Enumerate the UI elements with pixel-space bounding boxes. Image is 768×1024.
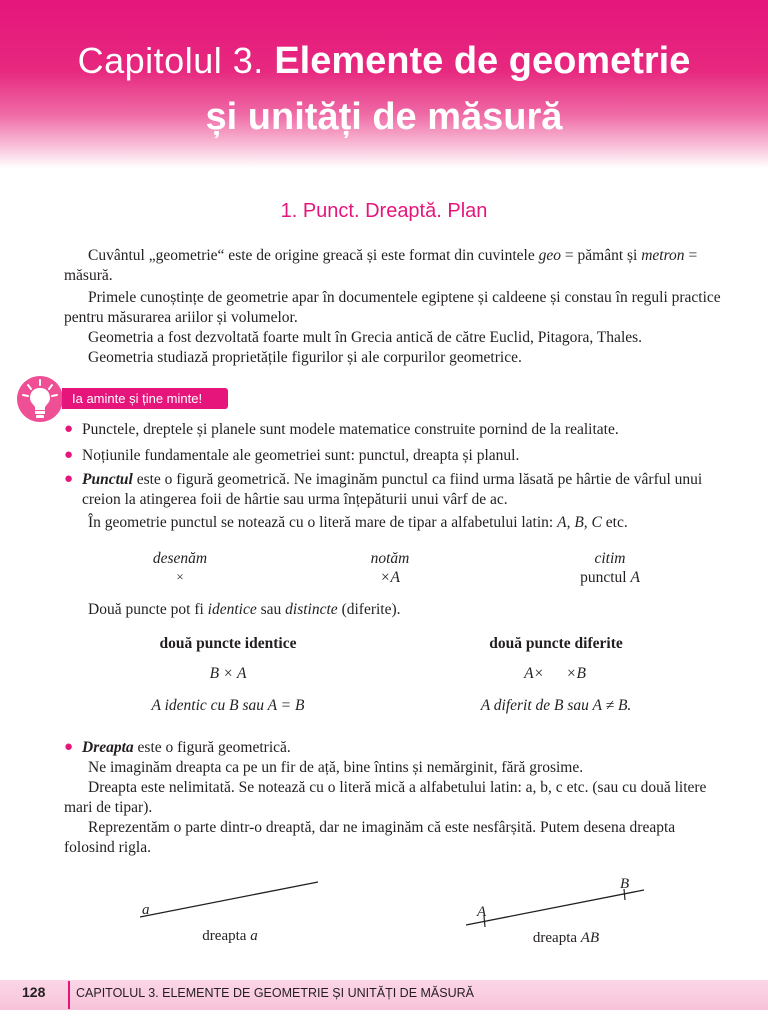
bullet-item-3: ● Punctul este o figură geometrică. Ne imaginăm punctul ca fiind urma lăsată pe hârtie de vârful unui creion la atingerea foii de hârtie sau urma înțepăturii unui vârf de ac. [64, 471, 703, 508]
two-points-paragraph: Două puncte pot fi identice sau distincte (diferite). [88, 601, 401, 618]
bullet-item-1: ● Punctele, dreptele și planele sunt modele matematice construite pornind de la realitate. [64, 421, 619, 438]
intro-paragraph-4: Geometria studiază proprietățile figurilor și ale corpurilor geometrice. [88, 349, 522, 366]
chapter-title-part-1: Elemente de geometrie [274, 40, 691, 82]
line-ab-caption: dreapta AB [532, 930, 600, 946]
chapter-title-line-1 [0, 40, 768, 83]
line-figures [0, 860, 768, 960]
chapter-label: Capitolul 3. [77, 40, 264, 81]
intro-paragraph-2: Primele cunoștințe de geometrie apar în documentele egiptene și caldeene și constau în reguli practice pentru măsurarea ariilor și volumelor. [64, 289, 721, 326]
identical-points-drawing: B × A [209, 665, 247, 682]
line-a-label: a [142, 902, 150, 918]
section-title: 1. Punct. Dreaptă. Plan [280, 200, 488, 222]
identical-points-heading: două puncte identice [159, 635, 297, 652]
line-paragraph-1: Ne imaginăm dreapta ca pe un fir de ață, bine întins și nemărginit, fără grosime. [88, 759, 584, 776]
header-notate: notăm [370, 550, 410, 567]
bullet-item-line: ● Dreapta este o figură geometrică. [64, 739, 291, 756]
point-reading: punctul A [580, 569, 640, 586]
different-points-heading: două puncte diferite [489, 635, 623, 652]
bullet-dot: ● [64, 471, 74, 487]
lightbulb-icon [14, 372, 66, 424]
intro-paragraph-1: Cuvântul „geometrie“ este de origine greacă și este format din cuvintele geo = pământ și metron = măsură. [64, 247, 698, 284]
point-b-label: B [620, 876, 630, 892]
bullet-item-2: ● Noțiunile fundamentale ale geometriei sunt: punctul, dreapta și planul. [64, 447, 520, 464]
point-a-label: A [477, 904, 487, 920]
different-points-drawing: A× ×B [524, 665, 586, 682]
chapter-title-line-2: și unități de măsură [205, 96, 563, 138]
bullet-dot: ● [64, 421, 74, 437]
running-title: CAPITOLUL 3. ELEMENTE DE GEOMETRIE ȘI UNITĂȚI DE MĂSURĂ [76, 986, 474, 1000]
header-draw: desenăm [152, 550, 208, 567]
point-notation: ×A [380, 569, 400, 586]
bullet-dot: ● [64, 447, 74, 463]
chapter-header [0, 0, 768, 168]
line-ab [466, 890, 644, 925]
line-a-caption: dreapta a [202, 928, 258, 944]
intro-paragraph-3: Geometria a fost dezvoltată foarte mult în Grecia antică de către Euclid, Pitagora, Thales. [88, 329, 643, 346]
header-read: citim [594, 550, 626, 567]
remember-banner: Ia aminte și ține minte! [62, 388, 228, 409]
different-points-caption: A diferit de B sau A ≠ B. [480, 697, 632, 714]
point-notation-paragraph: În geometrie punctul se notează cu o literă mare de tipar a alfabetului latin: A, B, C etc. [88, 514, 628, 531]
footer-divider [68, 981, 70, 1009]
point-cross-mark: × [176, 569, 184, 584]
line-a [140, 882, 318, 917]
identical-points-caption: A identic cu B sau A = B [151, 697, 305, 714]
page-number: 128 [22, 984, 46, 1000]
line-paragraph-2: Dreapta este nelimitată. Se notează cu o literă mică a alfabetului latin: a, b, c etc. (sau cu două litere mari de tipar). [64, 779, 707, 816]
bullet-dot: ● [64, 739, 74, 755]
line-paragraph-3: Reprezentăm o parte dintr-o dreaptă, dar ne imaginăm că este nesfârșită. Putem desena dreapta folosind rigla. [64, 819, 676, 856]
